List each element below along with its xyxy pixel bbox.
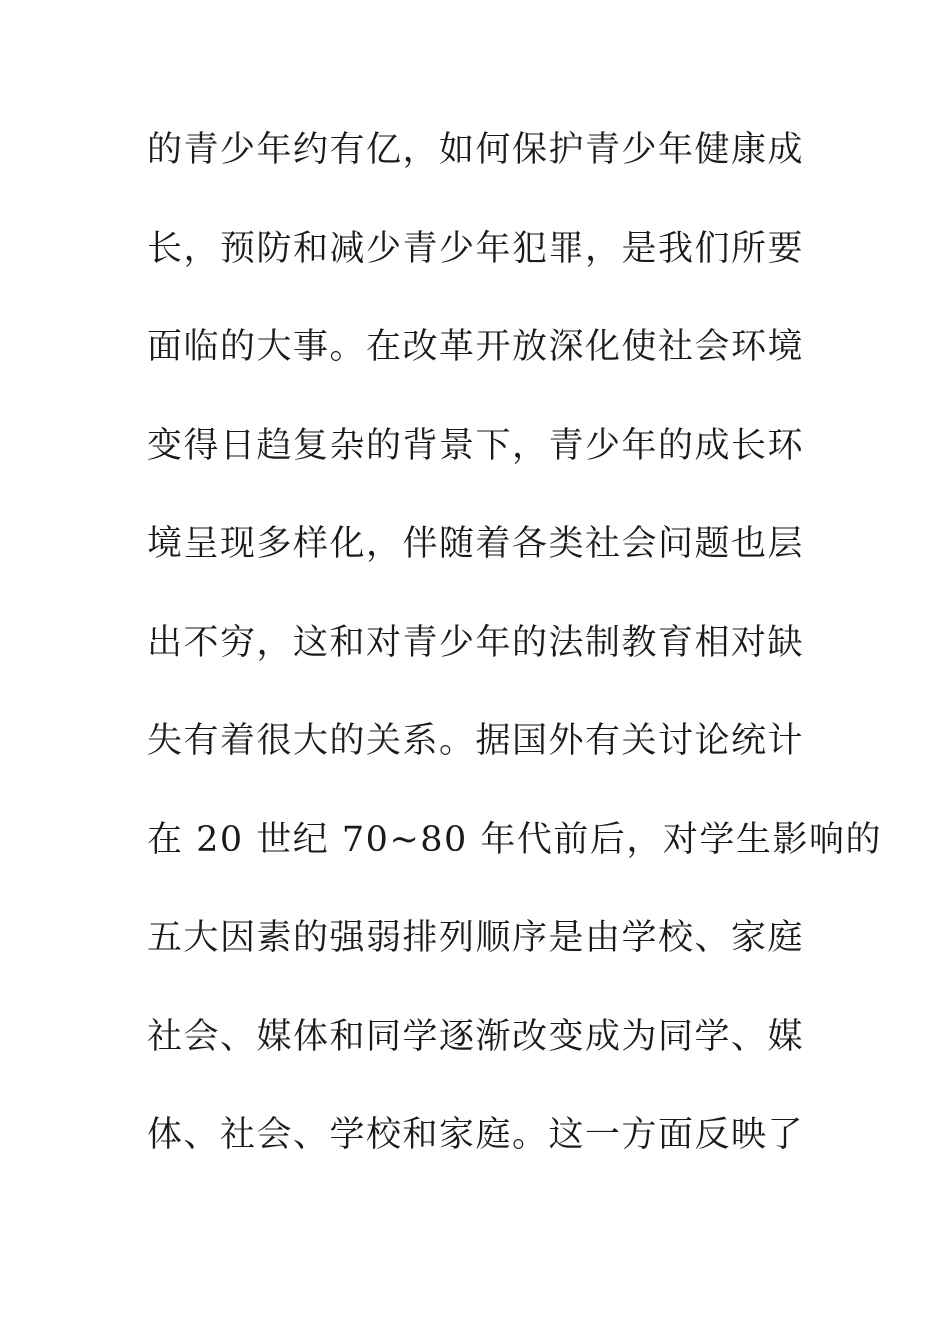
- text-line: 变得日趋复杂的背景下，青少年的成长环: [147, 425, 805, 466]
- text-line: 长，预防和减少青少年犯罪，是我们所要: [147, 228, 805, 269]
- text-line: 在 20 世纪 70~80 年代前后，对学生影响的: [147, 819, 882, 860]
- text-line: 体、社会、学校和家庭。这一方面反映了: [147, 1115, 805, 1155]
- text-line: 境呈现多样化，伴随着各类社会问题也层: [147, 524, 805, 564]
- text-line: 面临的大事。在改革开放深化使社会环境: [147, 327, 805, 367]
- body-text: [147, 118, 882, 1202]
- text-line: 社会、媒体和同学逐渐改变成为同学、媒: [147, 1016, 805, 1057]
- text-line: 五大因素的强弱排列顺序是由学校、家庭: [147, 918, 805, 958]
- text-line: 出不穷，这和对青少年的法制教育相对缺: [147, 622, 805, 663]
- text-line: 失有着很大的关系。据国外有关讨论统计: [147, 721, 805, 761]
- text-line: 的青少年约有亿，如何保护青少年健康成: [147, 130, 805, 170]
